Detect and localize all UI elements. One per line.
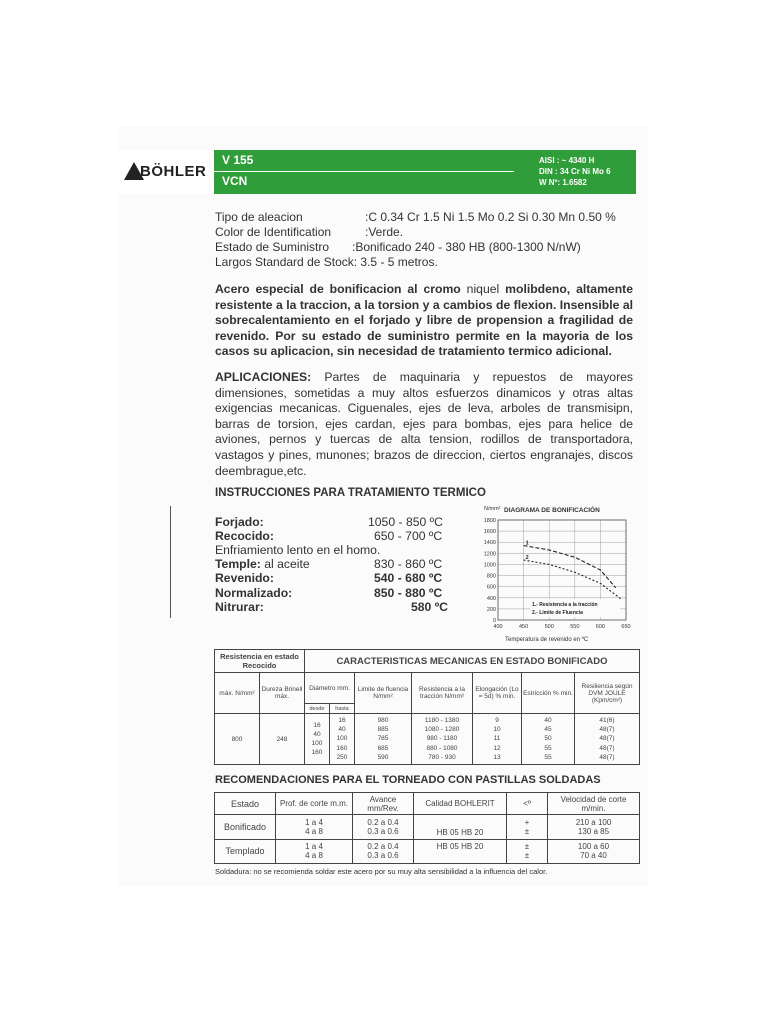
mech-h-resiliencia: Resiliencia según DVM JOULE (Kpm/cm²) xyxy=(575,673,640,714)
mech-col-estriccion xyxy=(522,714,575,765)
turn-h-avance: Avance mm/Rev. xyxy=(353,793,414,815)
chart-legend-entry: 1.- Resistencia a la tracción xyxy=(532,602,598,608)
chart-ytick-label: 1400 xyxy=(483,540,496,547)
turn-prof xyxy=(276,839,353,863)
wnr-equivalent: W Nº: 1.6582 xyxy=(539,178,587,187)
temple-label: Temple: xyxy=(215,557,261,571)
turn-velocidad xyxy=(548,815,640,839)
mech-h-desde: desde xyxy=(305,703,330,713)
chart-title: DIAGRAMA DE BONIFICACIÓN xyxy=(504,507,600,514)
temple-line xyxy=(215,557,310,571)
turn-h-calidad: Calidad BOHLERIT xyxy=(414,793,507,815)
mech-col-hasta xyxy=(330,714,355,765)
turn-angle xyxy=(507,839,548,863)
recocido-value: 650 - 700 ºC xyxy=(374,529,443,543)
mech-max-value: 800 xyxy=(215,714,260,765)
aisi-equivalent: AISI : ~ 4340 H xyxy=(539,156,595,165)
table-cell: 1180 - 1380 xyxy=(424,717,460,725)
normalizado-value: 850 - 880 ºC xyxy=(374,586,443,600)
chart-ytick-label: 600 xyxy=(486,584,496,591)
table-cell: 885 xyxy=(377,726,389,734)
mech-col-desde xyxy=(305,714,330,765)
mech-h-elongacion: Elongación (Lo = 5d) % min. xyxy=(473,673,522,714)
chart-ytick-label: 800 xyxy=(486,573,496,580)
table-cell: 100 xyxy=(311,740,323,748)
table-cell: 210 a 100 xyxy=(575,817,612,827)
turn-h-angle: <º xyxy=(507,793,548,815)
chart-xlabel: Temperatura de revenido en ºC xyxy=(505,637,589,643)
chart-ytick-label: 1200 xyxy=(483,551,496,558)
chart-xtick-label: 600 xyxy=(595,624,605,630)
chart-series-marker-label: 1 xyxy=(525,540,529,547)
chart-ytick-label: 400 xyxy=(486,595,496,602)
chart-ytick-label: 1000 xyxy=(483,562,496,569)
temple-medium: al aceite xyxy=(260,557,310,571)
welding-note: Soldadura: no se recomienda soldar este acero por su muy alta sensibilidad a la influencia del calor. xyxy=(215,867,548,876)
table-cell: 130 a 85 xyxy=(577,826,610,836)
divider xyxy=(214,171,514,172)
chart-ytick-label: 200 xyxy=(486,606,496,613)
mech-h-max: máx. N/mm² xyxy=(215,673,260,714)
table-cell: 10 xyxy=(493,726,501,734)
table-cell: 45 xyxy=(544,726,552,734)
table-cell: 1 a 4 xyxy=(305,817,323,827)
table-cell: 0.2 a 0.4 xyxy=(367,842,399,852)
table-cell: 70 a 40 xyxy=(580,851,607,861)
din-equivalent: DIN : 34 Cr Ni Mo 6 xyxy=(539,167,611,176)
turn-avance xyxy=(353,839,414,863)
turn-prof xyxy=(276,815,353,839)
mechanical-properties-table xyxy=(214,649,640,765)
table-cell: 9 xyxy=(495,717,499,725)
table-cell: 980 xyxy=(377,717,389,725)
description-paragraph xyxy=(215,282,633,360)
table-cell: 590 xyxy=(377,753,389,761)
turn-calidad: HB 05 HB 20 xyxy=(414,839,507,863)
table-cell: 40 xyxy=(544,717,552,725)
mech-col-resistencia xyxy=(412,714,473,765)
table-cell: ± xyxy=(524,826,530,836)
turn-estado: Templado xyxy=(215,839,276,863)
table-cell: 55 xyxy=(544,753,552,761)
spec-tipo-label: Tipo de aleacion xyxy=(215,210,303,224)
spec-estado-value: :Bonificado 240 - 380 HB (800-1300 N/nW) xyxy=(352,240,581,254)
mech-h-estriccion: Estricción % min. xyxy=(522,673,575,714)
header xyxy=(118,150,636,194)
table-cell: 0.2 a 0.4 xyxy=(367,817,399,827)
chart-xtick-label: 450 xyxy=(519,624,529,630)
chart-ytick-label: 1800 xyxy=(483,518,496,524)
mech-h-dureza: Dureza Brinell máx. xyxy=(260,673,305,714)
table-cell: 685 xyxy=(377,744,389,752)
spec-estado-label: Estado de Suministro xyxy=(215,240,330,254)
table-cell: 11 xyxy=(493,735,501,743)
turn-calidad: HB 05 HB 20 xyxy=(414,815,507,839)
recocido-label: Recocido: xyxy=(215,529,274,543)
table-cell: 48(7) xyxy=(599,735,615,743)
chart-xtick-label: 550 xyxy=(570,624,580,630)
table-cell: 880 - 1080 xyxy=(426,744,458,752)
table-cell: 13 xyxy=(493,753,501,761)
table-cell: 4 a 8 xyxy=(305,826,323,836)
table-row xyxy=(215,815,640,839)
table-cell: 4 a 8 xyxy=(305,851,323,861)
table-cell: 160 xyxy=(311,749,323,757)
mech-h-resistencia: Resistencia a la tracción N/mm² xyxy=(412,673,473,714)
table-cell: 41(6) xyxy=(599,717,615,725)
spec-largos: Largos Standard de Stock: 3.5 - 5 metros. xyxy=(215,255,438,269)
table-cell: ± xyxy=(524,842,530,852)
table-cell: 160 xyxy=(336,744,348,752)
mech-h-limite: Limite de fluencia N/mm² xyxy=(355,673,412,714)
table-cell: ± xyxy=(524,851,530,861)
table-cell: 16 xyxy=(313,721,321,729)
revenido-label: Revenido: xyxy=(215,571,274,585)
table-cell: 55 xyxy=(544,744,552,752)
chart-legend-entry: 2.- Límite de Fluencia xyxy=(532,610,583,616)
mech-col-resiliencia xyxy=(575,714,640,765)
heat-treatment-title: INSTRUCCIONES PARA TRATAMIENTO TERMICO xyxy=(215,487,486,499)
turn-angle xyxy=(507,815,548,839)
table-cell: 50 xyxy=(544,735,552,743)
table-cell: 980 - 1180 xyxy=(426,735,458,743)
table-cell: 780 - 930 xyxy=(428,753,456,761)
mech-group-left: Resistencia en estado Recocido xyxy=(215,650,305,673)
chart-series-marker-label: 2 xyxy=(525,555,529,561)
chart-ytick-label: 1600 xyxy=(483,529,496,536)
chart-ylabel: N/mm² xyxy=(484,506,501,512)
grade-code: V 155 xyxy=(222,153,254,167)
spec-color-label: Color de Identification xyxy=(215,225,332,239)
table-cell: + xyxy=(524,817,530,827)
chart-ytick-label: 0 xyxy=(492,618,496,624)
turning-title: RECOMENDACIONES PARA EL TORNEADO CON PASTILLAS SOLDADAS xyxy=(215,774,601,786)
grade-bar xyxy=(214,150,636,194)
enfriamiento-note: Enfriamiento lento en el homo. xyxy=(215,543,381,557)
turn-avance xyxy=(353,815,414,839)
spec-tipo-value: :C 0.34 Cr 1.5 Ni 1.5 Mo 0.2 Si 0.30 Mn 0.50 % xyxy=(365,210,616,224)
turn-h-velocidad: Velocidad de corte m/min. xyxy=(548,793,640,815)
applications-text: Partes de maquinaria y repuestos de mayores dimensiones, sometidas a muy altos esfuerzos dinamicos y otras altas exigencias mecanicas. Ciguenales, ejes de leva, arboles de transmisipn, barras de torsion, ejes cardan, ejes para bombas, ejes para helice de aviones, pernos y tuercas de alta tension, rodillos de transportadora, vastagos y pines, munones; brazos de direccion, ciertos engranajes, discos deembrague,etc. xyxy=(215,370,633,478)
table-cell: 100 xyxy=(336,735,348,743)
mech-h-diametro: Diámetro mm. xyxy=(305,673,355,704)
chart-xtick-label: 500 xyxy=(544,624,554,630)
nitrurar-label: Nitrurar: xyxy=(215,600,264,614)
forjado-value: 1050 - 850 ºC xyxy=(368,515,443,529)
spec-color-value: :Verde. xyxy=(365,225,404,239)
table-cell: 1 a 4 xyxy=(305,842,323,852)
table-cell: 48(7) xyxy=(599,744,615,752)
turn-velocidad xyxy=(548,839,640,863)
applications-paragraph xyxy=(215,370,633,479)
description-bold-a: Acero especial de bonificacion al cromo xyxy=(215,282,461,296)
table-row xyxy=(215,839,640,863)
nitrurar-value: 580 ºC xyxy=(411,600,448,614)
turn-estado: Bonificado xyxy=(215,815,276,839)
table-cell: 0.3 a 0.6 xyxy=(367,851,399,861)
chart-series-line xyxy=(524,546,616,588)
table-cell: 1080 - 1280 xyxy=(424,726,460,734)
forjado-label: Forjado: xyxy=(215,515,264,529)
description-bold-b: molibdeno, altamente resistente a la traccion, a la torsion y a cambios de flexion. Insensible al sobrecalentamiento en el forjado y libre de propension a fragilidad de revenido. Por su estado de suministro permite en la mayoria de los casos su aplicacion, sin necesidad de tratamiento termico adicional. xyxy=(215,282,633,359)
temple-value: 830 - 860 ºC xyxy=(374,557,443,571)
mech-h-hasta: hasta xyxy=(330,703,355,713)
turn-h-estado: Estado xyxy=(215,793,276,815)
mech-dureza-value: 248 xyxy=(260,714,305,765)
table-cell: 785 xyxy=(377,735,389,743)
table-cell: 40 xyxy=(313,730,321,738)
normalizado-label: Normalizado: xyxy=(215,586,293,600)
mech-col-elongacion xyxy=(473,714,522,765)
table-cell: 12 xyxy=(493,744,501,752)
table-cell: 40 xyxy=(338,726,346,734)
grade-name: VCN xyxy=(222,174,248,188)
bonificacion-chart xyxy=(470,502,635,647)
table-cell: 100 a 60 xyxy=(577,842,610,852)
turning-table xyxy=(214,792,640,864)
mech-group-right: CARACTERISTICAS MECANICAS EN ESTADO BONIFICADO xyxy=(305,650,640,673)
table-cell: 48(7) xyxy=(599,753,615,761)
turn-h-prof: Prof. de corte m.m. xyxy=(276,793,353,815)
chart-xtick-label: 650 xyxy=(621,624,631,630)
bohler-logo xyxy=(118,150,214,194)
table-cell: 250 xyxy=(336,753,348,761)
chart-series-line xyxy=(524,560,621,599)
margin-line xyxy=(170,506,171,618)
chart-xtick-label: 400 xyxy=(493,624,503,630)
table-cell: 48(7) xyxy=(599,726,615,734)
description-normal: niquel xyxy=(460,282,506,296)
mech-col-limite xyxy=(355,714,412,765)
table-cell: 0.3 a 0.6 xyxy=(367,826,399,836)
table-cell: 16 xyxy=(338,717,346,725)
revenido-value: 540 - 680 ºC xyxy=(374,571,443,585)
brand-name: BÖHLER xyxy=(140,163,207,180)
applications-label: APLICACIONES: xyxy=(215,370,312,384)
